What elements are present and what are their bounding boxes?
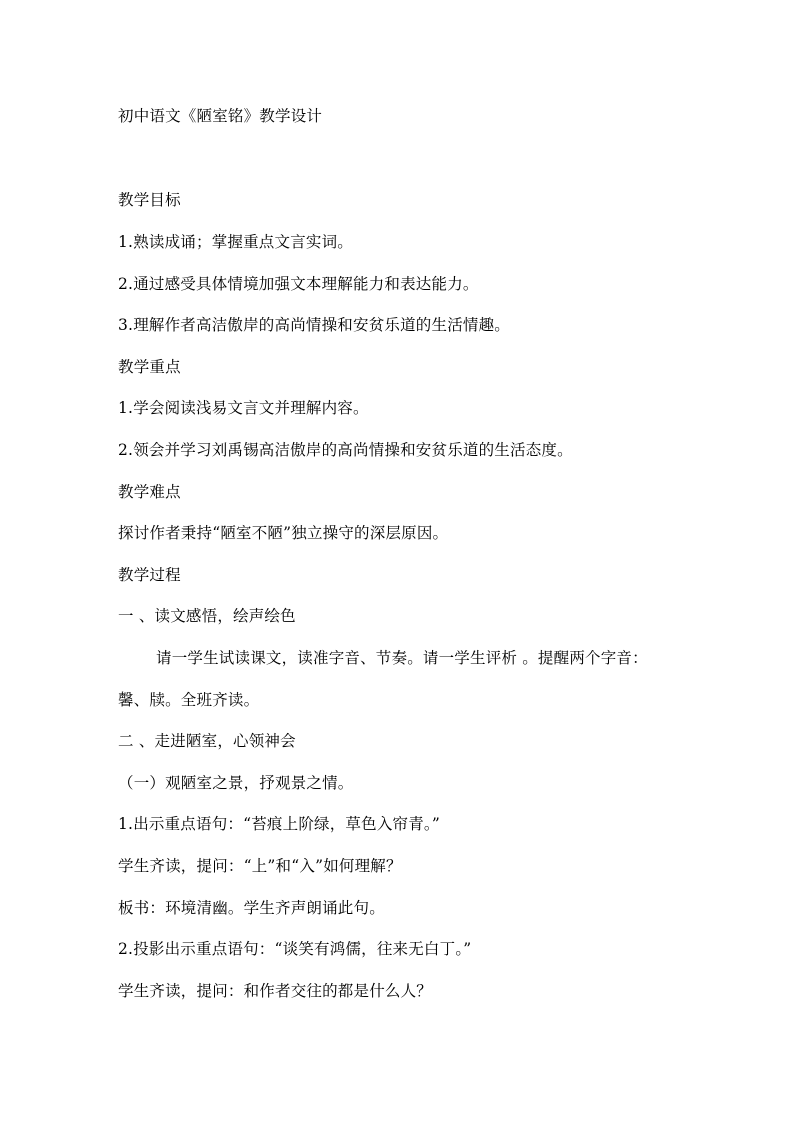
goal-item: 3.理解作者高洁傲岸的高尚情操和安贫乐道的生活情趣。 [118,316,510,334]
goal-item: 2.通过感受具体情境加强文本理解能力和表达能力。 [118,275,479,293]
step1-paragraph-line: 馨、牍。全班齐读。 [118,691,260,709]
difficulty-text: 探讨作者秉持“陋室不陋”独立操守的深层原因。 [118,524,449,542]
key-point-item: 1.学会阅读浅易文言文并理解内容。 [118,399,369,417]
step2-subheading: （一）观陋室之景，抒观景之情。 [118,774,354,792]
goal-item: 1.熟读成诵；掌握重点文言实词。 [118,233,353,251]
step2-line: 学生齐读，提问：和作者交往的都是什么人？ [118,982,433,1000]
document-title: 初中语文《陋室铭》教学设计 [118,107,323,125]
step2-heading: 二 、走进陋室，心领神会 [118,732,296,750]
key-points-heading: 教学重点 [118,358,181,376]
step2-line: 学生齐读，提问：“上”和“入”如何理解？ [118,857,402,875]
step2-line: 板书：环境清幽。学生齐声朗诵此句。 [118,899,385,917]
step1-paragraph-line: 请一学生试读课文，读准字音、节奏。请一学生评析 。提醒两个字音： [156,649,648,667]
step1-heading: 一 、读文感悟，绘声绘色 [118,607,296,625]
key-point-item: 2.领会并学习刘禹锡高洁傲岸的高尚情操和安贫乐道的生活态度。 [118,441,573,459]
process-heading: 教学过程 [118,566,181,584]
step2-line: 2.投影出示重点语句：“谈笑有鸿儒，往来无白丁。” [118,940,472,958]
difficulty-heading: 教学难点 [118,483,181,501]
step2-line: 1.出示重点语句：“苔痕上阶绿，草色入帘青。” [118,815,440,833]
goals-heading: 教学目标 [118,191,181,209]
